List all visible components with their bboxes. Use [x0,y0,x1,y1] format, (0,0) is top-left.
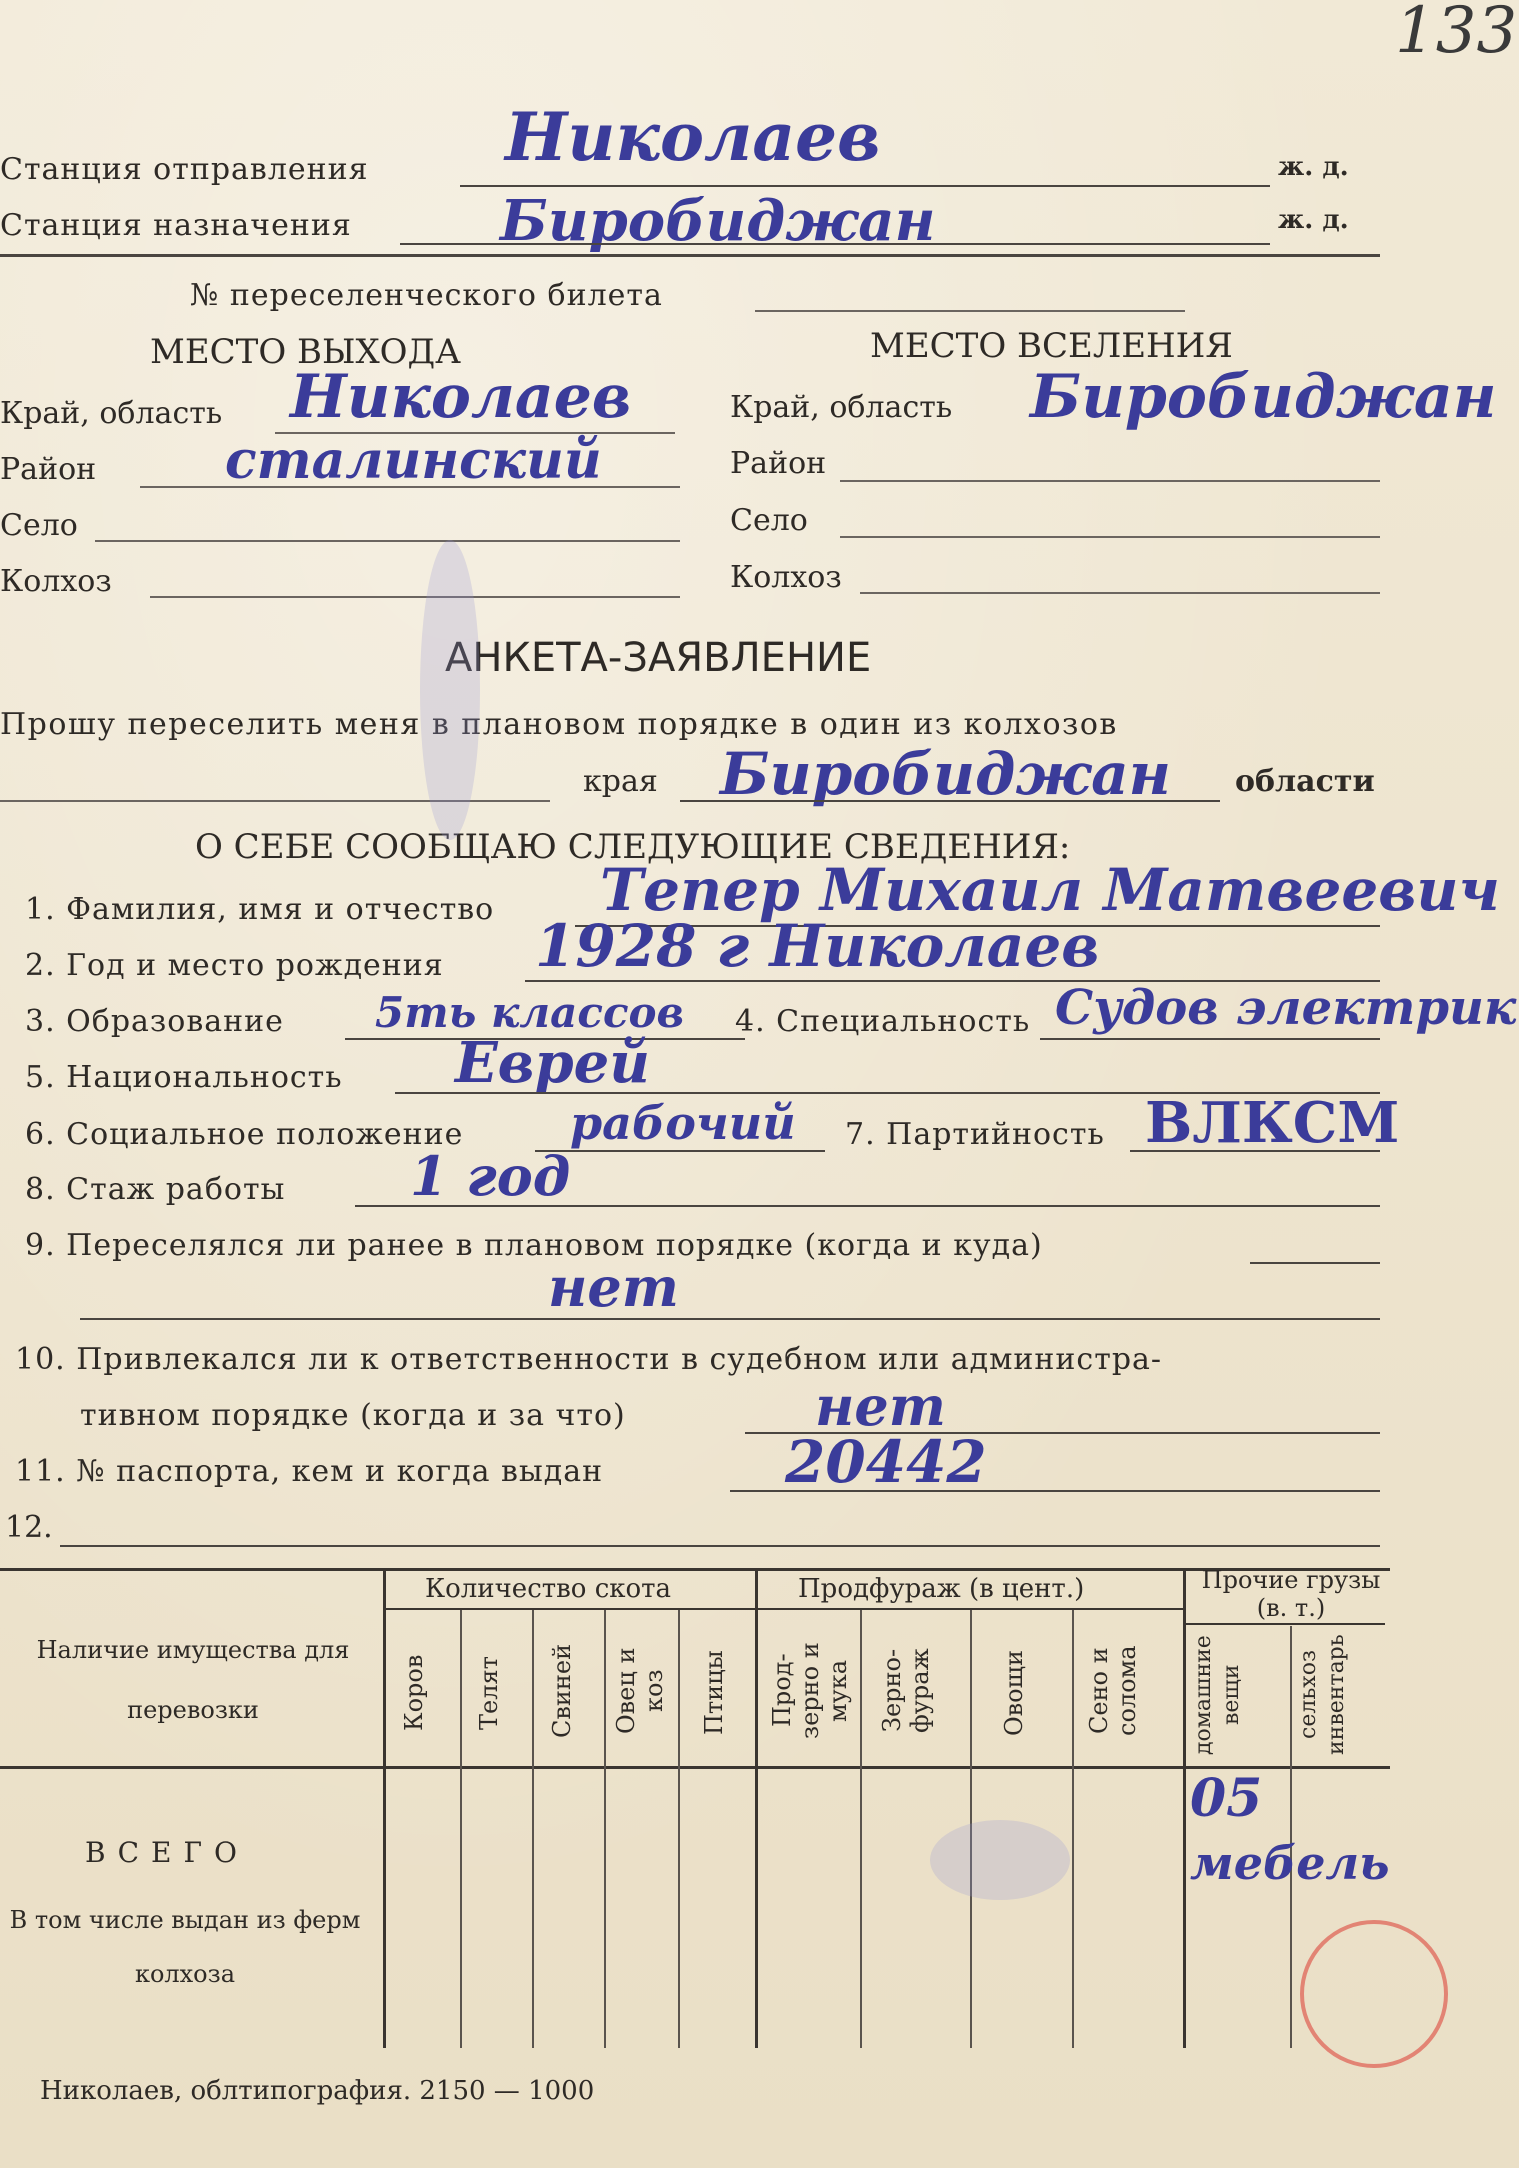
exit-region-label: Край, область [0,396,223,431]
birth-value: 1928 г Николаев [535,912,1100,980]
red-stamp-mark [1300,1920,1448,2068]
col-sheep-goats: Овец и коз [612,1647,668,1734]
resettled-label: 9. Переселялся ли ранее в плановом порядке (когда и куда) [25,1228,1043,1263]
departure-value: Николаев [505,98,881,176]
departure-rail-suffix: ж. д. [1278,152,1349,182]
specialty-label: 4. Специальность [735,1004,1031,1039]
name-value: Тепер Михаил Матвеевич [600,856,1500,924]
info-heading: О СЕБЕ СООБЩАЮ СЛЕДУЮЩИЕ СВЕДЕНИЯ: [195,827,1071,867]
resettled-value: нет [548,1255,679,1319]
settle-region-value: Биробиджан [1030,362,1497,432]
livestock-group-label: Количество скота [425,1574,672,1604]
settle-kolkhoz-label: Колхоз [730,560,842,595]
court-value: нет [815,1374,946,1438]
party-value: ВЛКСМ [1145,1090,1400,1156]
sheet-number: 133 [1395,0,1518,68]
exit-place-heading: МЕСТО ВЫХОДА [150,332,461,372]
passport-value: 20442 [785,1428,987,1496]
other-value-count: 05 [1190,1768,1263,1829]
court-label-line1: 10. Привлекался ли к ответственности в судебном или администра- [15,1342,1163,1377]
fodder-group-label: Продфураж (в цент.) [798,1574,1085,1604]
ink-smudge [420,540,480,840]
destination-rail-suffix: ж. д. [1278,205,1349,235]
destination-value: Биробиджан [500,188,936,254]
exit-kolkhoz-label: Колхоз [0,564,112,599]
col-farm-inventory: сельхоз инвентарь [1296,1634,1349,1756]
nationality-label: 5. Национальность [25,1060,343,1095]
settle-village-label: Село [730,503,808,538]
experience-label: 8. Стаж работы [25,1172,286,1207]
experience-value: 1 год [410,1144,571,1208]
row-header-label: Наличие имущества для перевозки [36,1636,350,1724]
request-kray-label: края [583,764,658,799]
nationality-value: Еврей [455,1030,650,1096]
social-value: рабочий [570,1096,796,1150]
name-label: 1. Фамилия, имя и отчество [25,892,495,927]
settle-region-label: Край, область [730,390,953,425]
specialty-value: Судов электрик [1055,980,1517,1036]
court-label-line2: тивном порядке (когда и за что) [80,1398,626,1433]
exit-district-label: Район [0,452,97,487]
col-household-goods: домашние вещи [1191,1635,1244,1755]
request-line: Прошу переселить меня в плановом порядке в один из колхозов [0,707,1118,742]
col-cows: Коров [400,1654,428,1732]
other-group-label: Прочие грузы (в. т.) [1201,1566,1381,1622]
col-grain-fodder: Зерно-фураж [878,1648,934,1733]
exit-region-value: Николаев [290,362,632,432]
exit-district-value: сталинский [225,430,602,491]
item-12-label: 12. [5,1510,53,1545]
issued-label: В том числе выдан из ферм колхоза [9,1906,361,1988]
departure-label: Станция отправления [0,152,369,187]
form-title: АНКЕТА-ЗАЯВЛЕНИЕ [445,635,872,681]
other-value-furniture: мебель [1190,1836,1390,1890]
exit-village-label: Село [0,508,78,543]
col-hay-straw: Сено и солома [1085,1645,1141,1736]
request-oblast-label: области [1235,764,1375,799]
settle-district-label: Район [730,446,827,481]
passport-label: 11. № паспорта, кем и когда выдан [15,1454,604,1489]
col-grain-flour: Прод-зерно и мука [768,1642,852,1739]
social-label: 6. Социальное положение [25,1117,464,1152]
destination-label: Станция назначения [0,208,352,243]
party-label: 7. Партийность [845,1117,1105,1152]
col-pigs: Свиней [548,1643,576,1738]
ticket-label: № переселенческого билета [190,278,663,313]
col-calves: Телят [475,1656,503,1730]
total-label: ВСЕГО [85,1836,249,1869]
col-vegetables: Овощи [1000,1650,1028,1736]
request-kray-value: Биробиджан [720,740,1171,808]
ink-smudge-table [930,1820,1070,1900]
col-poultry: Птицы [700,1650,728,1736]
birth-label: 2. Год и место рождения [25,948,444,983]
education-value: 5ть классов [375,988,685,1037]
education-label: 3. Образование [25,1004,284,1039]
property-table [0,1568,1390,2048]
printer-footer: Николаев, облтипография. 2150 — 1000 [40,2076,595,2106]
settle-place-heading: МЕСТО ВСЕЛЕНИЯ [870,326,1233,366]
